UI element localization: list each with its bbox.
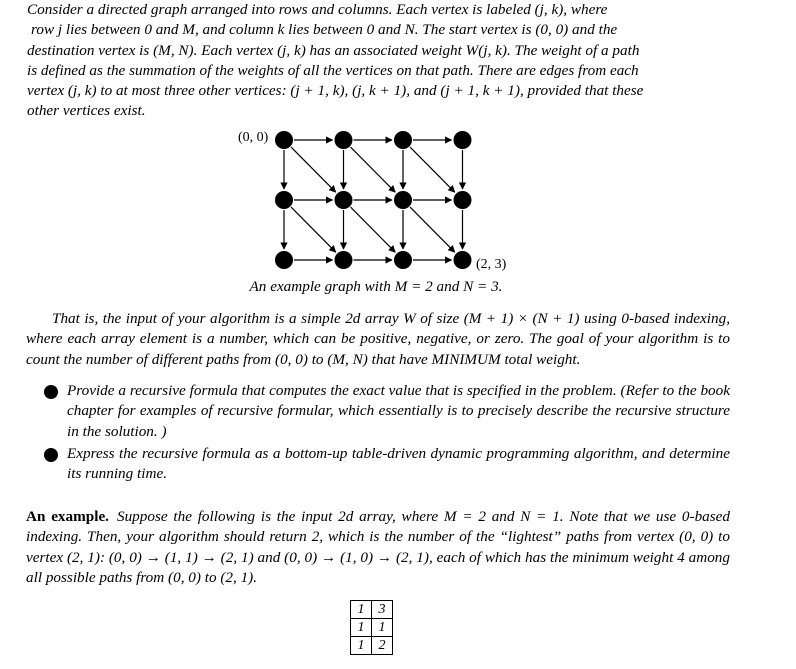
table-row (351, 601, 393, 619)
example-paragraph (26, 507, 730, 588)
graph-vertex (335, 131, 353, 149)
graph-vertex (394, 131, 412, 149)
graph-edge (351, 147, 396, 192)
intro-paragraph (27, 0, 731, 122)
table-cell: 3 (372, 601, 393, 619)
bullet-text: Express the recursive formula as a bottom-up table-driven dynamic programming algorithm, and determine its running time. (67, 445, 730, 483)
graph-vertex (275, 191, 293, 209)
intro-line: is defined as the summation of the weights of all the vertices on that path. There are edges from each (27, 61, 639, 79)
table-cell: 1 (372, 619, 393, 637)
table-row (351, 637, 393, 655)
graph-vertex (454, 251, 472, 269)
table-cell: 1 (351, 637, 372, 655)
graph-edge (410, 147, 455, 192)
intro-line: other vertices exist. (27, 102, 146, 120)
table-cell: 2 (372, 637, 393, 655)
bullet-item (44, 381, 730, 442)
graph-vertex (454, 131, 472, 149)
graph-vertex (394, 251, 412, 269)
graph-edge (351, 207, 396, 252)
input-paragraph: That is, the input of your algorithm is a simple 2d array W of size (M + 1) × (N + 1) using 0-based indexing, where each array element is a number, which can be positive, negative, or zero. The goal of your algorithm is to count the number of different paths from (0, 0) to (M, N) that have MINIMUM total weight. (26, 310, 730, 368)
table-cell: 1 (351, 619, 372, 637)
intro-line: destination vertex is (M, N). Each vertex (j, k) has an associated weight W(j, k). The weight of a path (27, 41, 640, 59)
graph-edge (291, 147, 336, 192)
bullet-text: Provide a recursive formula that computes the exact value that is specified in the problem. (Refer to the book chapter for examples of recursive formular, which essentially is to precisely describe the recursive structure in the solution. ) (67, 382, 730, 440)
figure-caption: An example graph with M = 2 and N = 3. (249, 278, 503, 295)
graph-vertex (335, 191, 353, 209)
graph-vertex (275, 131, 293, 149)
table-cell: 1 (351, 601, 372, 619)
example-lead: An example. (26, 508, 109, 525)
bullet-dot-icon (44, 385, 58, 399)
graph-edge (410, 207, 455, 252)
graph-edge (291, 207, 336, 252)
end-vertex-label: (2, 3) (476, 257, 507, 272)
weight-array-table (350, 600, 393, 655)
intro-line: vertex (j, k) to at most three other vertices: (j + 1, k), (j, k + 1), and (j + 1, k + 1), provided that these (27, 82, 644, 100)
graph-vertex (335, 251, 353, 269)
table-row (351, 619, 393, 637)
intro-line: Consider a directed graph arranged into rows and columns. Each vertex is labeled (j, k), where (27, 1, 608, 18)
graph-vertex (454, 191, 472, 209)
bullet-dot-icon (44, 448, 58, 462)
graph-vertex (275, 251, 293, 269)
intro-line: row j lies between 0 and M, and column k lies between 0 and N. The start vertex is (0, 0) and the (31, 21, 618, 39)
example-text: Suppose the following is the input 2d array, where M = 2 and N = 1. Note that we use 0-based indexing. Then, your algorithm should return 2, which is the number of the “lightest” paths from vertex (0, 0) to vertex (2, 1): (0, 0) → (1, 1) → (2, 1) and (0, 0) → (1, 0) → (2, 1), each of which has the minimum weight 4 among all possible paths from (0, 0) to (2, 1). (26, 508, 730, 586)
start-vertex-label: (0, 0) (238, 130, 269, 145)
example-graph (230, 124, 530, 274)
graph-vertex (394, 191, 412, 209)
bullet-item (44, 444, 730, 485)
